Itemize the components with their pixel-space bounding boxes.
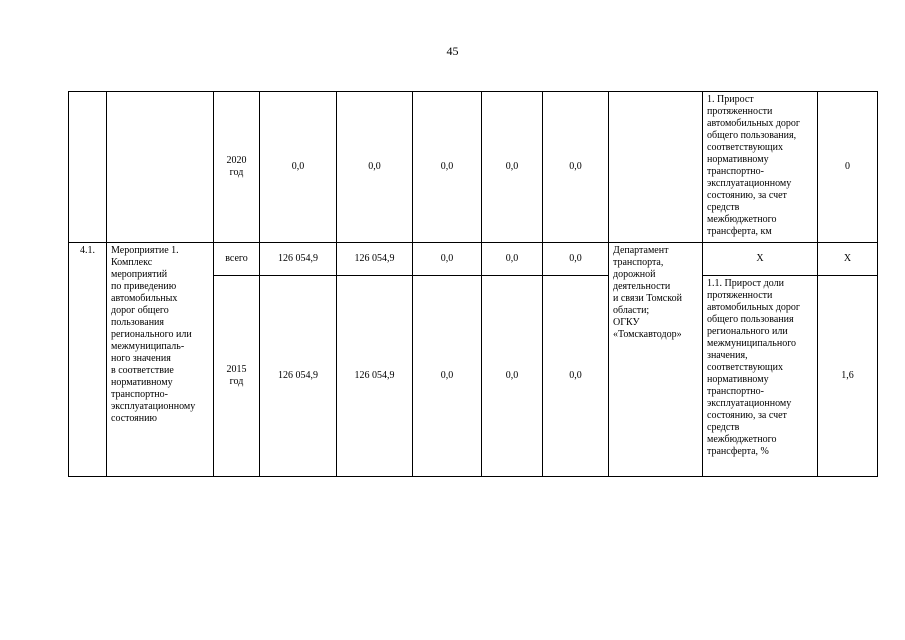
cell-name	[107, 92, 214, 243]
cell-value: 126 054,9	[337, 243, 413, 276]
cell-executor: Департамент транспорта, дорожной деятельности и связи Томской области; ОГКУ «Томскавтодор»	[609, 243, 703, 477]
cell-value: 0,0	[482, 276, 543, 477]
cell-value: 0,0	[413, 92, 482, 243]
cell-value: 0,0	[413, 243, 482, 276]
cell-year: 2015 год	[214, 276, 260, 477]
cell-indicator: 1. Прирост протяженности автомобильных дорог общего пользования, соответствующих нормативному транспортно- эксплуатационному состоянию, за счет средств межбюджетного трансферта, км	[703, 92, 818, 243]
cell-value: 0,0	[260, 92, 337, 243]
cell-executor	[609, 92, 703, 243]
cell-indicator-value: 0	[818, 92, 878, 243]
cell-value: 126 054,9	[260, 243, 337, 276]
table-row-2020	[69, 92, 878, 243]
cell-indicator-value: 1,6	[818, 276, 878, 477]
cell-year: всего	[214, 243, 260, 276]
cell-indicator: Х	[703, 243, 818, 276]
cell-value: 0,0	[482, 92, 543, 243]
cell-value: 0,0	[413, 276, 482, 477]
page-number: 45	[446, 44, 459, 58]
cell-value: 0,0	[482, 243, 543, 276]
cell-indicator-value: Х	[818, 243, 878, 276]
cell-name: Мероприятие 1. Комплекс мероприятий по приведению автомобильных дорог общего пользования регионального или межмуниципаль- ного значения в соответствие нормативному транспортно- эксплуатационному состоянию	[107, 243, 214, 477]
cell-number	[69, 92, 107, 243]
cell-year: 2020 год	[214, 92, 260, 243]
cell-value: 0,0	[337, 92, 413, 243]
program-table	[68, 91, 878, 477]
cell-value: 126 054,9	[260, 276, 337, 477]
cell-value: 126 054,9	[337, 276, 413, 477]
cell-number: 4.1.	[69, 243, 107, 477]
cell-value: 0,0	[543, 92, 609, 243]
table-row-total	[69, 243, 878, 276]
cell-value: 0,0	[543, 243, 609, 276]
cell-indicator: 1.1. Прирост доли протяженности автомобильных дорог общего пользования регионального или межмуниципального значения, соответствующих нормативному транспортно- эксплуатационному состоянию, за счет средств межбюджетного трансферта, %	[703, 276, 818, 477]
cell-value: 0,0	[543, 276, 609, 477]
